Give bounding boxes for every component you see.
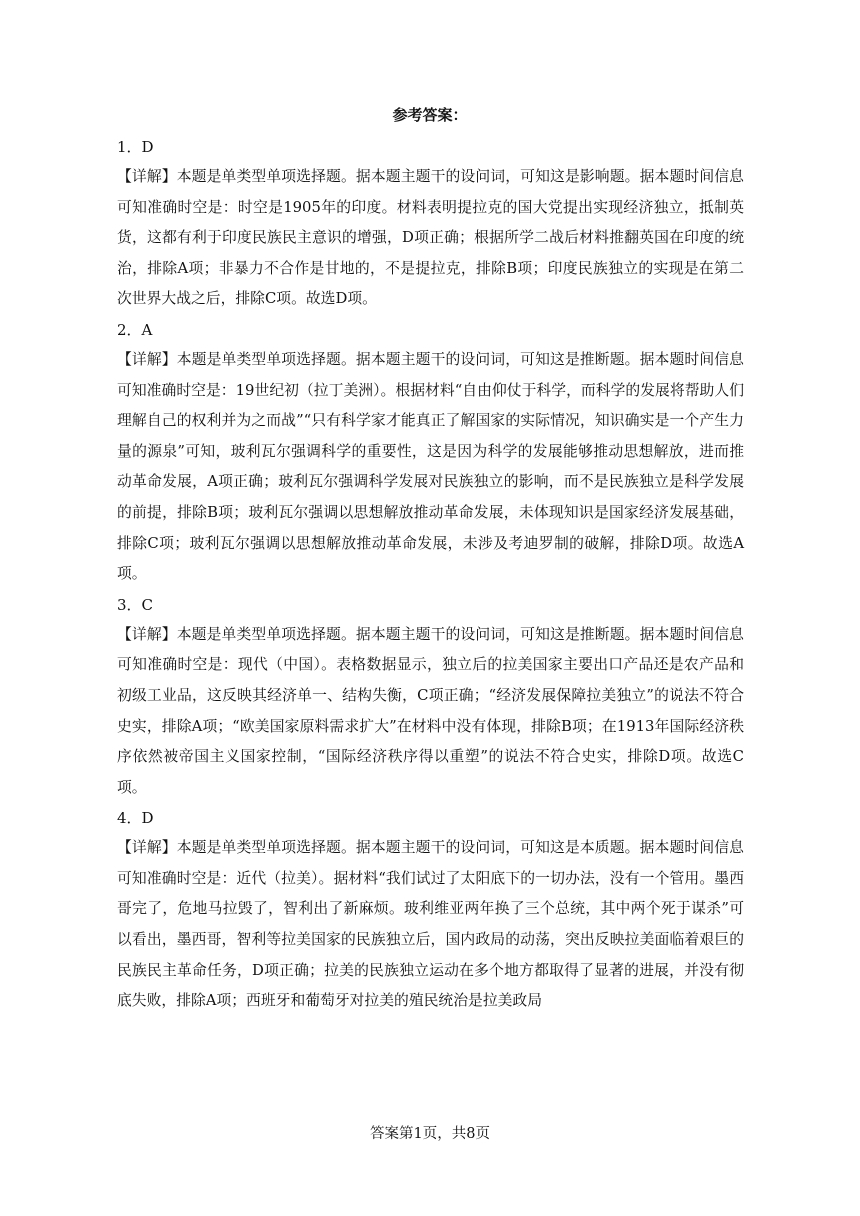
explanation-tag: 【详解】 (117, 839, 177, 857)
page-footer: 答案第1页，共8页 (370, 1126, 490, 1142)
explanation-body: 本题是单类型单项选择题。据本题主题干的设问词，可知这是推断题。据本题时间信息可知准确时空是：19世纪初（拉丁美洲）。根据材料“自由仰仗于科学，而科学的发展将帮助人们理解自己的权利并为之而战”“只有科学家才能真正了解国家的实际情况，知识确实是一个产生力量的源泉”可知，玻利瓦尔强调科学的重要性，这是因为科学的发展能够推动思想解放，进而推动革命发展，A项正确；玻利瓦尔强调科学发展对民族独立的影响，而不是民族独立是科学发展的前提，排除B项；玻利瓦尔强调以思想解放推动革命发展，未体现知识是国家经济发展基础，排除C项；玻利瓦尔强调以思想解放推动革命发展，未涉及考迪罗制的破解，排除D项。故选A项。 (117, 350, 744, 583)
answer-list (117, 132, 744, 1017)
answer-number: 3．C (117, 595, 154, 614)
question-block-3 (117, 590, 744, 804)
explanation-body: 本题是单类型单项选择题。据本题主题干的设问词，可知这是本质题。据本题时间信息可知准确时空是：近代（拉美）。据材料“我们试过了太阳底下的一切办法，没有一个管用。墨西哥完了，危地马拉毁了，智利出了新麻烦。玻利维亚两年换了三个总统，其中两个死于谋杀”可以看出，墨西哥，智利等拉美国家的民族独立后，国内政局的动荡，突出反映拉美面临着艰巨的民族民主革命任务，D项正确；拉美的民族独立运动在多个地方都取得了显著的进展，并没有彻底失败，排除A项；西班牙和葡萄牙对拉美的殖民统治是拉美政局 (117, 839, 744, 1010)
answer-number: 4．D (117, 809, 154, 828)
answer-number: 2．A (117, 320, 153, 339)
explanation-text (117, 833, 744, 1017)
explanation-tag: 【详解】 (117, 625, 177, 643)
question-block-4 (117, 803, 744, 1017)
answer-number: 1．D (117, 138, 154, 156)
question-block-2 (117, 315, 744, 590)
explanation-text (117, 162, 744, 315)
explanation-tag: 【详解】 (117, 350, 177, 368)
page-title: 参考答案： (392, 106, 468, 124)
question-block-1 (117, 132, 744, 315)
explanation-text (117, 620, 744, 804)
explanation-body: 本题是单类型单项选择题。据本题主题干的设问词，可知这是推断题。据本题时间信息可知准确时空是：现代（中国）。表格数据显示，独立后的拉美国家主要出口产品还是农产品和初级工业品，这反映其经济单一、结构失衡，C项正确；“经济发展保障拉美独立”的说法不符合史实，排除A项；“欧美国家原料需求扩大”在材料中没有体现，排除B项；在1913年国际经济秩序依然被帝国主义国家控制，“国际经济秩序得以重塑”的说法不符合史实，排除D项。故选C项。 (117, 625, 744, 796)
explanation-tag: 【详解】 (117, 168, 177, 185)
explanation-text (117, 345, 744, 590)
explanation-body: 本题是单类型单项选择题。据本题主题干的设问词，可知这是影响题。据本题时间信息可知准确时空是：时空是1905年的印度。材料表明提拉克的国大党提出实现经济独立，抵制英货，这都有利于印度民族民主意识的增强，D项正确；根据所学二战后材料推翻英国在印度的统治，排除A项；非暴力不合作是甘地的，不是提拉克，排除B项；印度民族独立的实现是在第二次世界大战之后，排除C项。故选D项。 (117, 168, 744, 308)
